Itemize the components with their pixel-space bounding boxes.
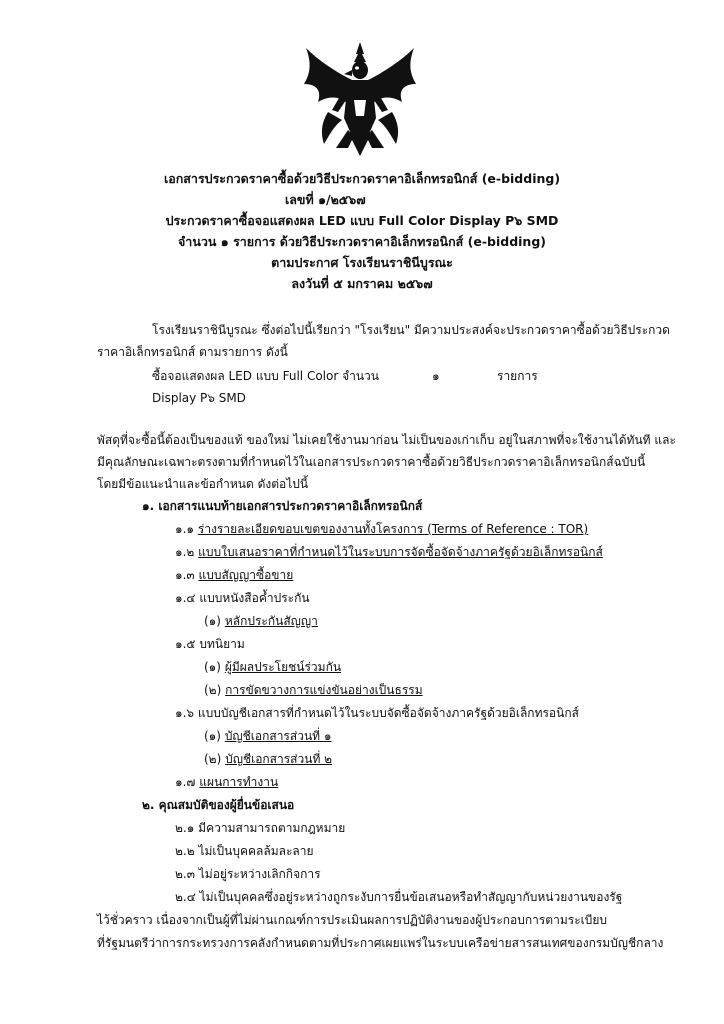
conditions-line-3: โดยมีข้อแนะนำและข้อกำหนด ดังต่อไปนี้ xyxy=(97,477,309,491)
document-number: เลขที่ ๑/๒๕๖๗ xyxy=(285,192,366,207)
item-1-1 xyxy=(175,519,588,540)
item-2-1-text: มีความสามารถตามกฎหมาย xyxy=(198,821,346,835)
item-1-5-number: ๑.๕ xyxy=(175,637,196,651)
item-1-5-1 xyxy=(204,657,341,678)
item-2-2-text: ไม่เป็นบุคคลล้มละลาย xyxy=(198,844,314,858)
item-1-2 xyxy=(175,542,603,563)
item-1-5-text: บทนิยาม xyxy=(199,637,245,651)
item-2-2 xyxy=(175,841,314,862)
item-1-4-1 xyxy=(204,611,318,632)
item-1-3-link[interactable]: แบบสัญญาซื้อขาย xyxy=(198,568,294,582)
item-1-7 xyxy=(175,772,278,793)
item-1-6-1-number: (๑) xyxy=(204,729,221,743)
item-1-6-number: ๑.๖ xyxy=(175,706,195,720)
document-subject: ประกวดราคาซื้อจอแสดงผล LED แบบ Full Color Display P๖ SMD xyxy=(165,213,559,228)
item-1-7-number: ๑.๗ xyxy=(175,775,196,789)
item-1-2-number: ๑.๒ xyxy=(175,545,195,559)
garuda-emblem xyxy=(302,40,418,158)
item-unit: รายการ xyxy=(497,369,538,383)
item-1-4-text: แบบหนังสือค้ำประกัน xyxy=(199,591,310,605)
conditions-line-1: พัสดุที่จะซื้อนี้ต้องเป็นของแท้ ของใหม่ ไม่เคยใช้งานมาก่อน ไม่เป็นของเก่าเก็บ อยู่ในสภาพที่จะใช้งานได้ทันที และ xyxy=(97,433,676,447)
item-2-4-line-1: ไม่เป็นบุคคลซึ่งอยู่ระหว่างถูกระงับการยื่นข้อเสนอหรือทำสัญญากับหน่วยงานของรัฐ xyxy=(199,890,623,904)
item-2-4-line-3: ที่รัฐมนตรีว่าการกระทรวงการคลังกำหนดตามที่ประกาศเผยแพร่ในระบบเครือข่ายสารสนเทศของกรมบัญชีกลาง xyxy=(97,936,664,950)
item-2-4 xyxy=(175,887,622,908)
item-1-6-2 xyxy=(204,749,332,770)
item-name: ซื้อจอแสดงผล LED แบบ Full Color จำนวน xyxy=(152,369,379,383)
item-2-2-number: ๒.๒ xyxy=(175,844,195,858)
item-1-6-1-link[interactable]: บัญชีเอกสารส่วนที่ ๑ xyxy=(224,729,332,743)
item-1-5-1-link[interactable]: ผู้มีผลประโยชน์ร่วมกัน xyxy=(224,660,342,674)
item-1-3 xyxy=(175,565,293,586)
item-1-5-1-number: (๑) xyxy=(204,660,221,674)
item-count: ๑ xyxy=(432,369,440,383)
item-1-5 xyxy=(175,634,245,655)
intro-line-2: ราคาอิเล็กทรอนิกส์ ตามรายการ ดังนี้ xyxy=(97,345,288,359)
document-date: ลงวันที่ ๕ มกราคม ๒๕๖๗ xyxy=(291,276,433,291)
item-1-5-2-link[interactable]: การขัดขวางการแข่งขันอย่างเป็นธรรม xyxy=(225,683,423,697)
item-2-1 xyxy=(175,818,345,839)
item-2-3-number: ๒.๓ xyxy=(175,867,195,881)
item-1-1-number: ๑.๑ xyxy=(175,522,195,536)
item-1-6-2-link[interactable]: บัญชีเอกสารส่วนที่ ๒ xyxy=(225,752,333,766)
item-1-4-1-link[interactable]: หลักประกันสัญญา xyxy=(224,614,318,628)
item-2-4-line-2: ไว้ชั่วคราว เนื่องจากเป็นผู้ที่ไม่ผ่านเกณฑ์การประเมินผลการปฏิบัติงานของผู้ประกอบการตามระเบียบ xyxy=(97,913,608,927)
item-1-4-number: ๑.๔ xyxy=(175,591,196,605)
item-1-6-text: แบบบัญชีเอกสารที่กำหนดไว้ในระบบจัดซื้อจัดจ้างภาครัฐด้วยอิเล็กทรอนิกส์ xyxy=(197,706,579,720)
item-1-5-2 xyxy=(204,680,423,701)
item-1-3-number: ๑.๓ xyxy=(175,568,195,582)
item-1-6-2-number: (๒) xyxy=(204,752,222,766)
item-1-4-1-number: (๑) xyxy=(204,614,221,628)
item-1-1-link[interactable]: ร่างรายละเอียดขอบเขตของงานทั้งโครงการ (Terms of Reference : TOR) xyxy=(197,522,589,536)
item-1-6-1 xyxy=(204,726,332,747)
intro-line-1: โรงเรียนราชินีบูรณะ ซึ่งต่อไปนี้เรียกว่า "โรงเรียน" มีความประสงค์จะประกวดราคาซื้อด้วยวิธีประกวด xyxy=(152,323,670,337)
section-1-heading: ๑. เอกสารแนบท้ายเอกสารประกวดราคาอิเล็กทรอนิกส์ xyxy=(142,499,423,513)
section-2-heading: ๒. คุณสมบัติของผู้ยื่นข้อเสนอ xyxy=(142,798,295,812)
item-2-3 xyxy=(175,864,321,885)
item-1-5-2-number: (๒) xyxy=(204,683,222,697)
item-2-4-number: ๒.๔ xyxy=(175,890,196,904)
document-title: เอกสารประกวดราคาซื้อด้วยวิธีประกวดราคาอิเล็กทรอนิกส์ (e-bidding) xyxy=(163,171,561,186)
document-announcement: ตามประกาศ โรงเรียนราชินีบูรณะ xyxy=(271,255,453,270)
document-header xyxy=(0,168,724,294)
item-name-continued: Display P๖ SMD xyxy=(152,391,246,405)
document-quantity: จำนวน ๑ รายการ ด้วยวิธีประกวดราคาอิเล็กทรอนิกส์ (e-bidding) xyxy=(177,234,546,249)
conditions-line-2: มีคุณลักษณะเฉพาะตรงตามที่กำหนดไว้ในเอกสารประกวดราคาซื้อด้วยวิธีประกวดราคาอิเล็กทรอนิกส์ฉบับนี้ xyxy=(97,455,646,469)
item-2-3-text: ไม่อยู่ระหว่างเลิกกิจการ xyxy=(198,867,321,881)
item-2-1-number: ๒.๑ xyxy=(175,821,195,835)
item-1-7-link[interactable]: แผนการทำงาน xyxy=(199,775,279,789)
item-1-4 xyxy=(175,588,310,609)
item-1-2-link[interactable]: แบบใบเสนอราคาที่กำหนดไว้ในระบบการจัดซื้อจัดจ้างภาครัฐด้วยอิเล็กทรอนิกส์ xyxy=(198,545,603,559)
item-1-6 xyxy=(175,703,579,724)
